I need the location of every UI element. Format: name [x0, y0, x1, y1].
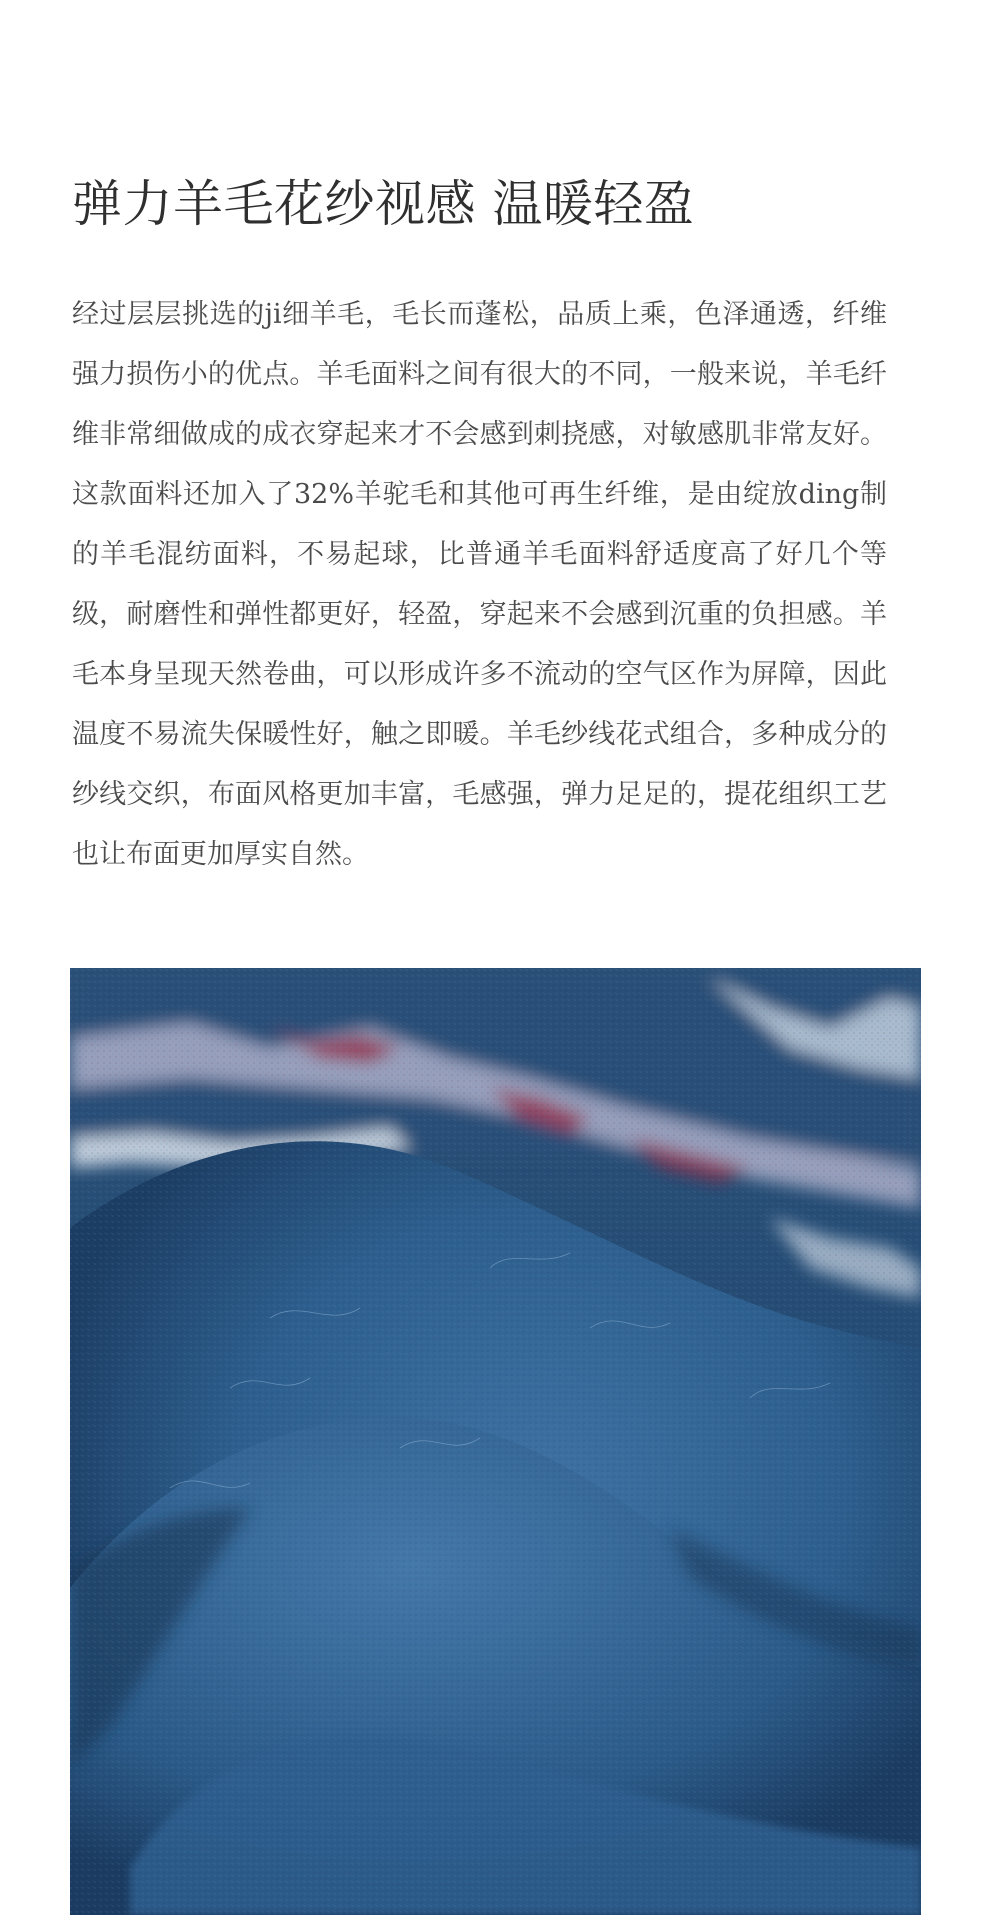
- fabric-photo: [70, 968, 921, 1915]
- intro-section: [72, 170, 922, 238]
- fabric-closeup-illustration: [70, 968, 921, 1915]
- page-title: 弹力羊毛花纱视感 温暖轻盈: [72, 175, 695, 233]
- product-description: 经过层层挑选的ji细羊毛，毛长而蓬松，品质上乘，色泽通透，纤维强力损伤小的优点。羊毛面料之间有很大的不同，一般来说，羊毛纤维非常细做成的成衣穿起来才不会感到刺挠感，对敏感肌非常友好。这款面料还加入了32%羊驼毛和其他可再生纤维，是由绽放ding制的羊毛混纺面料，不易起球，比普通羊毛面料舒适度高了好几个等级，耐磨性和弹性都更好，轻盈，穿起来不会感到沉重的负担感。羊毛本身呈现天然卷曲，可以形成许多不流动的空气区作为屏障，因此温度不易流失保暖性好，触之即暖。羊毛纱线花式组合，多种成分的纱线交织，布面风格更加丰富，毛感强，弹力足足的，提花组织工艺也让布面更加厚实自然。: [72, 299, 887, 870]
